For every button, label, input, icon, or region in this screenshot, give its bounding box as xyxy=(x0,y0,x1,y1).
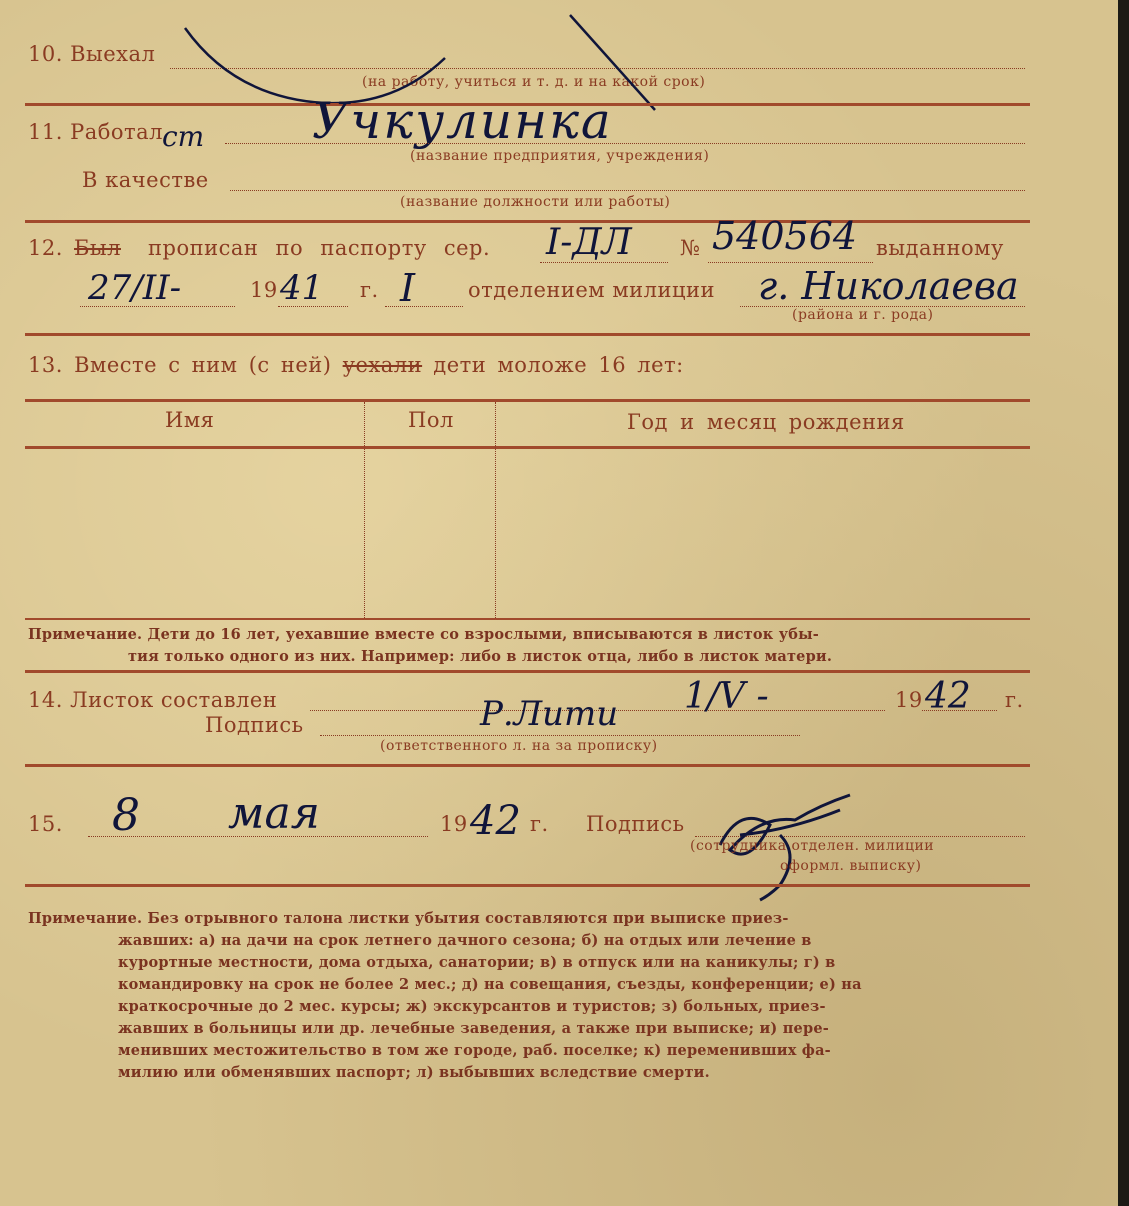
item14-sign-label: Подпись xyxy=(205,713,304,737)
item14-year-prefix: 19 xyxy=(895,688,923,712)
item12-dept-hand: I xyxy=(400,266,416,310)
item10-label: 10. Выехал xyxy=(28,42,156,66)
footnote-line-4: командировку на срок не более 2 мес.; д) на совещания, съезды, конференции; е) на xyxy=(118,976,862,993)
item14-date-hand: 1/V - xyxy=(684,676,769,717)
footnote-line-2: жавших: а) на дачи на срок летнего дачного сезона; б) на отдых или лечение в xyxy=(118,932,812,949)
item10-caption: (на работу, учиться и т. д. и на какой срок) xyxy=(362,74,706,90)
item12-struck-word: Был xyxy=(74,236,121,260)
item12-city-hand: г. Николаева xyxy=(758,264,1019,308)
item13-divider xyxy=(25,670,1030,673)
item12-issued-label: выданному xyxy=(876,236,1004,260)
item11-workplace-hand: Учкулинка xyxy=(312,92,613,150)
footnote-line-1: Примечание. Без отрывного талона листки убытия составляются при выписке приез- xyxy=(28,910,789,927)
item12-series-hand: I-ДЛ xyxy=(546,222,632,263)
item12-year-line xyxy=(278,306,348,307)
item15-label: 15. xyxy=(28,812,63,836)
item12-number: 12. xyxy=(28,236,63,260)
item13-label xyxy=(28,353,684,377)
item12-divider xyxy=(25,333,1030,336)
item12-series-line xyxy=(540,262,668,263)
table-col-divider-1 xyxy=(364,402,365,618)
table-top-border xyxy=(25,399,1030,402)
footnote-line-6: жавших в больницы или др. лечебные заведения, а также при выписке; и) пере- xyxy=(118,1020,829,1037)
item12-no-label: № xyxy=(680,236,701,260)
item11-position-line xyxy=(230,190,1025,191)
table-header-border xyxy=(25,446,1030,449)
item12-number-line xyxy=(708,262,873,263)
item15-g: г. xyxy=(530,812,549,836)
item11-line xyxy=(225,143,1025,144)
item11-position-label: В качестве xyxy=(82,168,209,192)
col-header-sex: Пол xyxy=(408,408,454,432)
item13-note-line2: тия только одного из них. Например: либо в листок отца, либо в листок матери. xyxy=(128,648,833,665)
item12-issue-date-hand: 27/II- xyxy=(88,268,182,308)
item12-city-caption: (района и г. рода) xyxy=(792,307,934,323)
item14-g: г. xyxy=(1005,688,1024,712)
item14-year-line xyxy=(922,710,997,711)
item11-hand-prefix: ст xyxy=(162,120,205,153)
item12-g: г. xyxy=(360,278,379,302)
item15-year-prefix: 19 xyxy=(440,812,468,836)
footnote-line-5: краткосрочные до 2 мес. курсы; ж) экскурсантов и туристов; з) больных, приез- xyxy=(118,998,826,1015)
item15-sign-caption1: (сотрудника отделен. милиции xyxy=(690,838,935,854)
item12-year-hand: 41 xyxy=(280,268,324,308)
item12-dept-line xyxy=(385,306,463,307)
item11-divider xyxy=(25,220,1030,223)
table-bottom-border xyxy=(25,618,1030,620)
item12-label: прописан по паспорту сер. xyxy=(148,236,491,260)
item13-note-line1: Примечание. Дети до 16 лет, уехавшие вместе со взрослыми, вписываются в листок убы- xyxy=(28,626,820,643)
footnote-line-8: милию или обменявших паспорт; л) выбывших вследствие смерти. xyxy=(118,1064,710,1081)
item13-label-pre: 13. Вместе с ним (с ней) xyxy=(28,353,332,377)
col-header-birth: Год и месяц рождения xyxy=(627,410,905,434)
item14-signature-hand: Р.Лити xyxy=(480,694,619,734)
item14-year-hand: 42 xyxy=(925,676,971,717)
item15-divider xyxy=(25,884,1030,887)
item12-date-line xyxy=(80,306,235,307)
item13-struck-word: уехали xyxy=(342,353,423,377)
item15-sign-label: Подпись xyxy=(586,812,685,836)
item14-sign-line xyxy=(320,735,800,736)
col-header-name: Имя xyxy=(165,408,215,432)
item15-year-hand: 42 xyxy=(470,798,521,844)
footnote-line-3: курортные местности, дома отдыха, санатории; в) в отпуск или на каникулы; г) в xyxy=(118,954,836,971)
item15-date-line xyxy=(88,836,428,837)
item12-dept-label: отделением милиции xyxy=(468,278,715,302)
item14-divider xyxy=(25,764,1030,767)
item15-day-hand: 8 xyxy=(112,790,140,841)
item13-label-post: дети моложе 16 лет: xyxy=(433,353,684,377)
footnote-line-7: менивших местожительство в том же городе, раб. поселке; к) переменивших фа- xyxy=(118,1042,831,1059)
item11-caption: (название предприятия, учреждения) xyxy=(410,148,710,164)
item14-sign-caption: (ответственного л. на за прописку) xyxy=(380,738,658,754)
item15-month-hand: мая xyxy=(228,788,320,839)
item12-number-hand: 540564 xyxy=(712,214,858,258)
item11-position-caption: (название должности или работы) xyxy=(400,194,671,210)
item15-sign-caption2: оформл. выписку) xyxy=(780,858,922,874)
item12-year-prefix: 19 xyxy=(250,278,278,302)
item11-label: 11. Работал xyxy=(28,120,163,144)
item14-label: 14. Листок составлен xyxy=(28,688,278,712)
table-col-divider-2 xyxy=(495,402,496,618)
